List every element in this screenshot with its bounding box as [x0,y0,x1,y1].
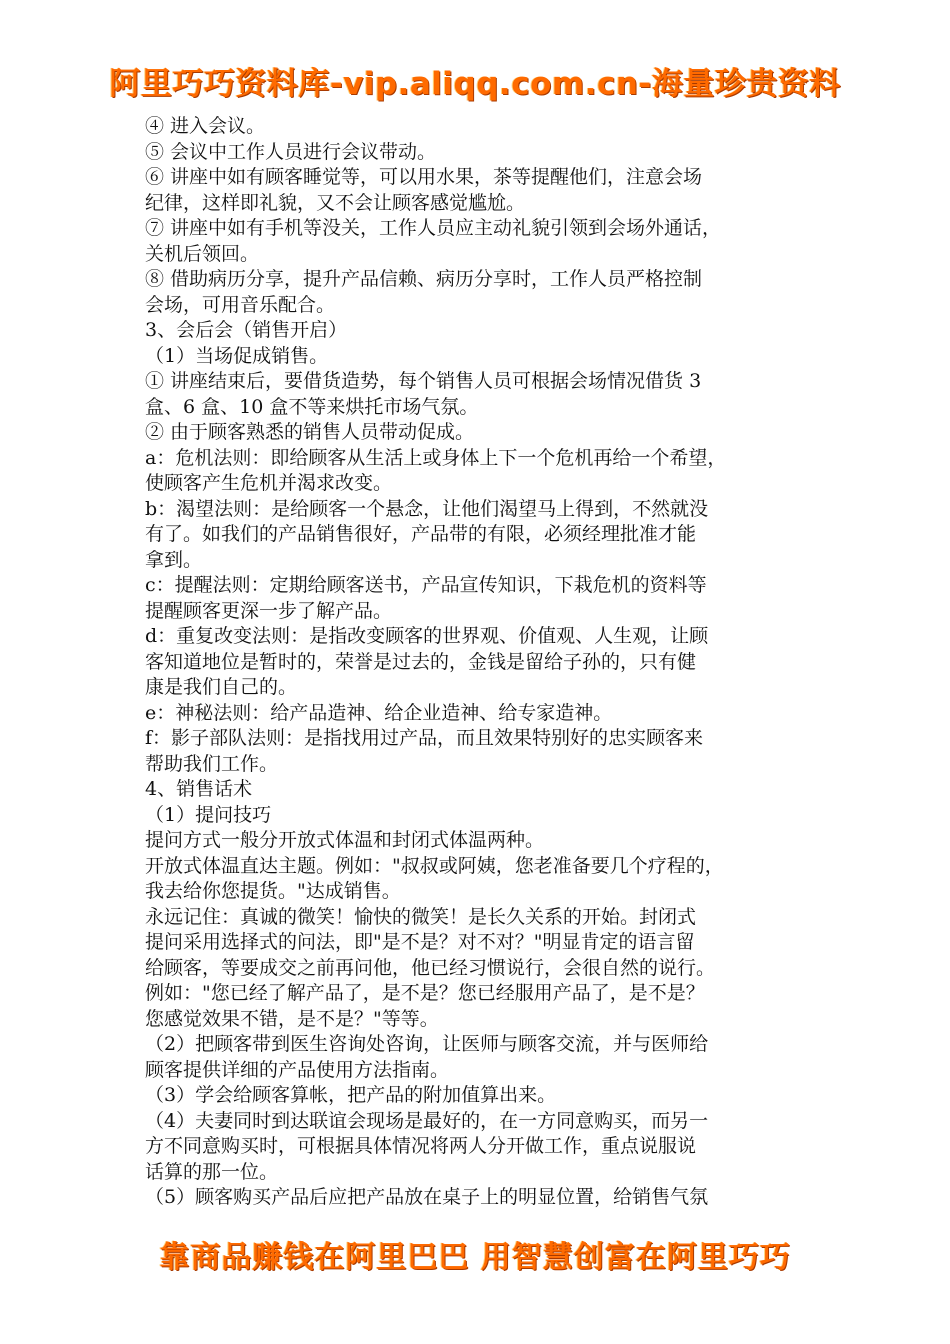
text-line: ⑦ 讲座中如有手机等没关，工作人员应主动礼貌引领到会场外通话， [145,217,722,239]
text-line: d：重复改变法则：是指改变顾客的世界观、价值观、人生观，让顾 [145,625,709,647]
text-line: 纪律，这样即礼貌，又不会让顾客感觉尴尬。 [145,191,526,214]
text-line: 帮助我们工作。 [145,752,279,775]
text-line: （1）当场促成销售。 [145,344,329,367]
text-line: c：提醒法则：定期给顾客送书，产品宣传知识，下栽危机的资料等 [145,574,707,596]
text-line: 3、会后会（销售开启） [145,319,348,341]
text-line: 会场，可用音乐配合。 [145,293,336,316]
text-line: 关机后领回。 [145,242,260,265]
text-line: 拿到。 [145,548,203,571]
text-line: 顾客提供详细的产品使用方法指南。 [145,1058,450,1081]
text-line: 方不同意购买时，可根据具体情况将两人分开做工作，重点说服说 [145,1135,697,1157]
text-line: e：神秘法则：给产品造神、给企业造神、给专家造神。 [145,701,613,724]
text-line: 使顾客产生危机并渴求改变。 [145,472,393,494]
text-line: 我去给你您提货。"达成销售。 [145,880,401,902]
text-line: （3）学会给顾客算帐，把产品的附加值算出来。 [145,1084,557,1106]
text-line: 盒、6 盒、10 盒不等来烘托市场气氛。 [145,395,479,418]
text-line: b：渴望法则：是给顾客一个悬念，让他们渴望马上得到，不然就没 [145,497,709,520]
text-line: 话算的那一位。 [145,1160,279,1183]
text-line: ① 讲座结束后，要借货造势，每个销售人员可根据会场情况借货 3 [145,370,702,392]
text-line: f：影子部队法则：是指找用过产品，而且效果特别好的忠实顾客来 [145,727,704,749]
text-line: 永远记住：真诚的微笑！愉快的微笑！是长久关系的开始。封闭式 [145,905,697,928]
text-line: （4）夫妻同时到达联谊会现场是最好的，在一方同意购买，而另一 [145,1109,709,1132]
text-line: 客知道地位是暂时的，荣誉是过去的，金钱是留给子孙的，只有健 [145,650,697,673]
text-line: 例如："您已经了解产品了，是不是？您已经服用产品了，是不是？ [145,982,705,1004]
text-line: 有了。如我们的产品销售很好，产品带的有限，必须经理批准才能 [145,523,697,545]
text-line: ⑧ 借助病历分享，提升产品信赖、病历分享时，工作人员严格控制 [145,268,703,290]
text-line: ② 由于顾客熟悉的销售人员带动促成。 [145,421,475,443]
text-line: ⑥ 讲座中如有顾客睡觉等，可以用水果，茶等提醒他们，注意会场 [145,166,703,188]
text-line: ⑤ 会议中工作人员进行会议带动。 [145,140,437,163]
text-line: （2）把顾客带到医生咨询处咨询，让医师与顾客交流，并与医师给 [145,1033,709,1055]
header-banner: 阿里巧巧资料库-vip.aliqq.com.cn-海量珍贵资料 [109,66,841,102]
text-line: （5）顾客购买产品后应把产品放在桌子上的明显位置，给销售气氛 [145,1186,709,1208]
text-line: 开放式体温直达主题。例如："叔叔或阿姨，您老准备要几个疗程的， [145,854,724,877]
text-line: （1）提问技巧 [145,803,272,826]
text-line: 给顾客，等要成交之前再问他，他已经习惯说行，会很自然的说行。 [145,956,716,979]
footer-banner: 靠商品赚钱在阿里巴巴 用智慧创富在阿里巧巧 [159,1240,791,1275]
text-line: 提问方式一般分开放式体温和封闭式体温两种。 [145,829,545,851]
text-line: 您感觉效果不错，是不是？"等等。 [145,1007,439,1030]
document-body [145,114,810,1211]
text-line: 提问采用选择式的问法，即"是不是？对不对？"明显肯定的语言留 [145,931,695,953]
text-line: 4、销售话术 [145,778,253,800]
text-line: ④ 进入会议。 [145,115,266,137]
text-line: a：危机法则：即给顾客从生活上或身体上下一个危机再给一个希望， [145,446,727,469]
text-line: 康是我们自己的。 [145,676,298,698]
text-line: 提醒顾客更深一步了解产品。 [145,599,393,622]
